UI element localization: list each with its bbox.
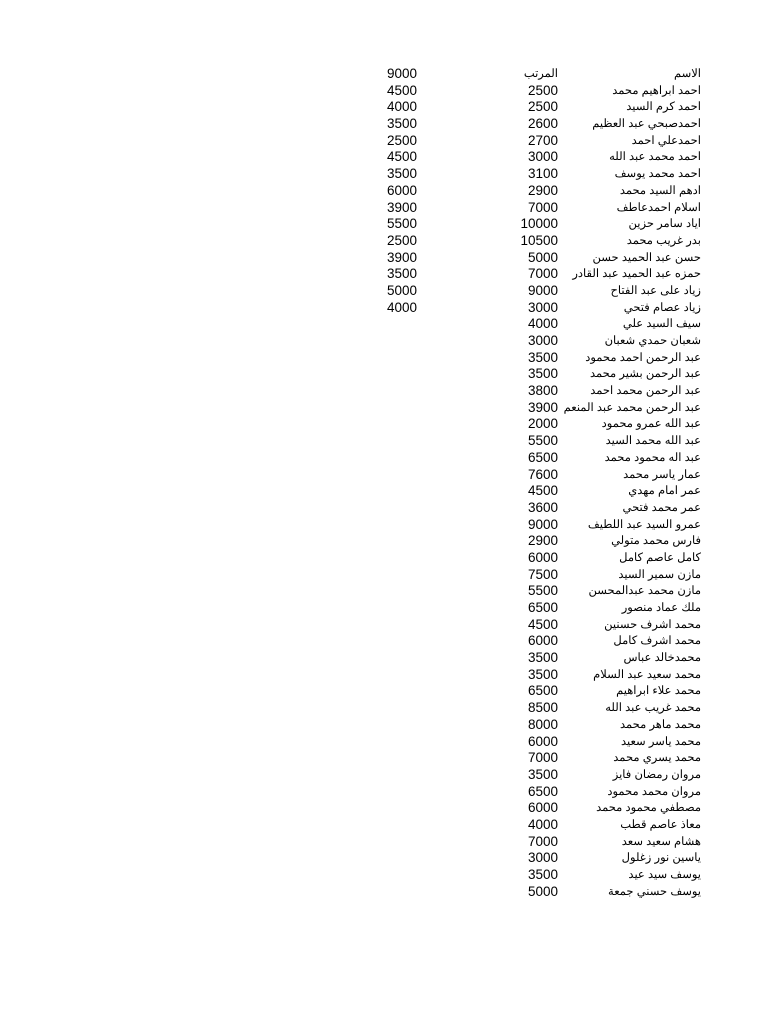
employee-name-cell: عبد الله محمد السيد [605, 435, 701, 448]
salary-cell: 2900 [527, 533, 558, 549]
employee-name-cell: اياد سامر حزين [628, 218, 701, 231]
employee-name-cell: احمدصبحي عبد العظيم [592, 118, 701, 131]
side-value-cell: 5500 [386, 216, 417, 232]
salary-cell: 3000 [527, 333, 558, 348]
side-value-cell: 2500 [386, 232, 417, 248]
employee-name-cell: حسن عبد الحميد حسن [592, 251, 701, 264]
salary-cell: 6500 [527, 683, 558, 699]
name-header: الاسم [673, 68, 701, 80]
employee-name-cell: مروان رمضان فايز [612, 768, 701, 781]
salary-cell: 8000 [527, 716, 558, 732]
employee-name-cell: احمد محمد عبد الله [609, 151, 701, 164]
employee-name-cell: سيف السيد علي [622, 318, 701, 331]
salary-cell: 2500 [527, 82, 558, 98]
employee-name-cell: مازن سمير السيد [618, 568, 701, 581]
salary-cell: 6000 [527, 800, 558, 816]
salary-column [490, 66, 558, 900]
side-value-cell: 4500 [386, 82, 417, 98]
salary-cell: 7500 [527, 566, 558, 582]
employee-name-cell: عمر امام مهدي [628, 485, 701, 498]
employee-name-cell: عمرو السيد عبد اللطيف [587, 518, 701, 531]
salary-cell: 2900 [527, 182, 558, 198]
salary-cell: 9000 [527, 282, 558, 298]
salary-cell: 6500 [527, 449, 558, 465]
employee-name-cell: شعبان حمدي شعبان [604, 335, 701, 347]
employee-name-cell: احمد محمد يوسف [614, 168, 701, 181]
salary-cell: 4000 [527, 316, 558, 332]
side-value-cell: 6000 [386, 182, 417, 198]
employee-name-cell: محمد يسري محمد [613, 752, 701, 765]
salary-cell: 3800 [527, 383, 558, 399]
employee-name-cell: احمدعلي احمد [631, 134, 701, 147]
employee-name-cell: محمد ماهر محمد [620, 718, 701, 731]
employee-name-cell: مصطفي محمود محمد [596, 802, 701, 815]
salary-cell: 3500 [527, 666, 558, 682]
salary-cell: 3000 [527, 850, 558, 866]
salary-cell: 6000 [527, 733, 558, 749]
side-value-cell: 4000 [386, 299, 417, 315]
salary-cell: 7000 [527, 750, 558, 766]
salary-cell: 7000 [527, 199, 558, 215]
side-value-cell: 2500 [386, 132, 417, 148]
salary-cell: 8500 [527, 700, 558, 716]
employee-name-cell: عمر محمد فتحي [622, 501, 701, 514]
salary-cell: 3900 [527, 399, 558, 415]
side-value-cell: 3900 [386, 249, 417, 265]
salary-cell: 5000 [527, 883, 558, 899]
employee-name-cell: يوسف حسني جمعة [608, 885, 701, 898]
side-value-cell: 3500 [386, 166, 417, 182]
employee-name-cell: محمد سعيد عبد السلام [593, 668, 701, 681]
salary-cell: 2500 [527, 99, 558, 115]
salary-cell: 7600 [527, 466, 558, 482]
employee-name-cell: حمزه عبد الحميد عبد القادر [572, 268, 701, 281]
salary-cell: 3500 [527, 766, 558, 782]
salary-cell: 9000 [527, 516, 558, 532]
side-values-column [375, 66, 417, 316]
side-value-cell: 5000 [386, 282, 417, 298]
employee-name-cell: عبد الرحمن احمد محمود [585, 351, 701, 364]
employee-name-cell: مازن محمد عبدالمحسن [588, 585, 701, 598]
employee-name-cell: فارس محمد متولي [611, 535, 701, 548]
salary-cell: 4000 [527, 816, 558, 832]
salary-cell: 4500 [527, 616, 558, 632]
salary-cell: 6500 [527, 783, 558, 799]
side-value-cell: 4000 [386, 99, 417, 115]
salary-cell: 6000 [527, 633, 558, 649]
employee-name-cell: مروان محمد محمود [607, 785, 701, 798]
name-column [560, 66, 701, 900]
salary-cell: 10000 [520, 216, 558, 232]
salary-cell: 2600 [527, 116, 558, 132]
employee-name-cell: زياد عصام فتحي [623, 301, 701, 314]
employee-name-cell: هشام سعيد سعد [621, 835, 701, 848]
salary-cell: 3000 [527, 149, 558, 165]
salary-cell: 3500 [527, 650, 558, 666]
employee-name-cell: محمد ياسر سعيد [620, 735, 701, 748]
salary-cell: 5500 [527, 583, 558, 599]
salary-header: المرتب [523, 68, 558, 80]
salary-cell: 7000 [527, 833, 558, 849]
employee-name-cell: عبد الرحمن بشير محمد [589, 368, 701, 381]
salary-cell: 7000 [527, 266, 558, 282]
employee-name-cell: كامل عاصم كامل [619, 551, 701, 564]
salary-cell: 5000 [527, 249, 558, 265]
employee-name-cell: محمد اشرف حسنين [604, 618, 701, 631]
employee-name-cell: عبد الله عمرو محمود [601, 418, 701, 431]
salary-cell: 3500 [527, 366, 558, 382]
employee-name-cell: ادهم السيد محمد [619, 184, 701, 197]
side-value-cell: 3900 [386, 199, 417, 215]
salary-cell: 3600 [527, 499, 558, 515]
employee-name-cell: يوسف سيد عيد [628, 869, 701, 881]
salary-cell: 10500 [520, 232, 558, 248]
salary-cell: 3500 [527, 349, 558, 365]
employee-name-cell: محمدخالد عباس [623, 652, 701, 665]
employee-name-cell: بدر غريب محمد [626, 234, 701, 247]
salary-cell: 3500 [527, 867, 558, 882]
employee-name-cell: عبد اله محمود محمد [604, 451, 701, 464]
employee-name-cell: عبد الرحمن محمد عبد المنعم [563, 401, 701, 414]
employee-name-cell: زياد على عبد الفتاح [610, 284, 701, 297]
salary-cell: 6000 [527, 549, 558, 565]
employee-name-cell: ملك عماد منصور [621, 602, 701, 614]
employee-name-cell: معاذ عاصم قطب [620, 818, 701, 831]
side-value-cell: 4500 [386, 149, 417, 165]
employee-name-cell: اسلام احمدعاطف [616, 201, 701, 214]
salary-cell: 2700 [527, 132, 558, 148]
employee-name-cell: احمد ابراهيم محمد [612, 84, 701, 97]
employee-name-cell: عبد الرحمن محمد احمد [590, 385, 701, 398]
salary-cell: 6500 [527, 600, 558, 615]
side-value-header: 9000 [386, 66, 417, 81]
salary-cell: 2000 [527, 416, 558, 432]
salary-cell: 4500 [527, 483, 558, 499]
employee-name-cell: ياسين نور زغلول [621, 852, 701, 865]
employee-name-cell: محمد علاء ابراهيم [616, 685, 701, 698]
side-value-cell: 3500 [386, 116, 417, 132]
salary-cell: 5500 [527, 433, 558, 449]
employee-name-cell: عمار ياسر محمد [623, 468, 701, 481]
salary-cell: 3000 [527, 299, 558, 315]
employee-name-cell: محمد اشرف كامل [613, 635, 701, 648]
employee-name-cell: محمد غريب عبد الله [605, 702, 701, 715]
employee-name-cell: احمد كرم السيد [626, 101, 701, 114]
side-value-cell: 3500 [386, 266, 417, 282]
salary-cell: 3100 [527, 166, 558, 182]
